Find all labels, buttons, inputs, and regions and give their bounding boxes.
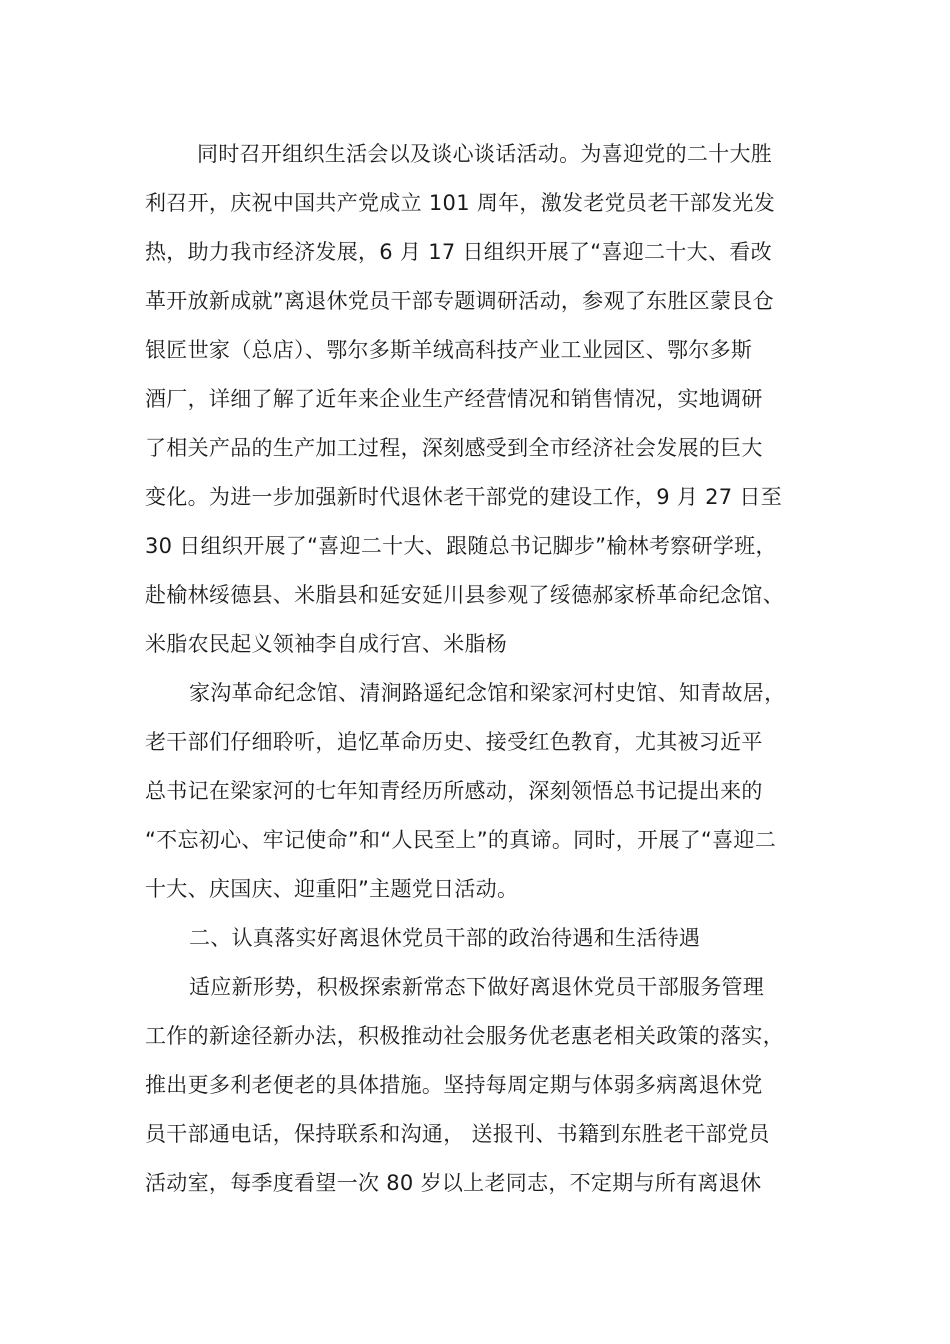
text-line: 适应新形势，积极探索新常态下做好离退休党员干部服务管理 <box>189 975 765 999</box>
section-heading <box>145 914 835 963</box>
text-line: 活动室，每季度看望一次 80 岁以上老同志，不定期与所有离退休 <box>145 1171 762 1195</box>
text-line: 老干部们仔细聆听，追忆革命历史、接受红色教育，尤其被习近平 <box>145 730 763 754</box>
text-line: 变化。为进一步加强新时代退休老干部党的建设工作，9 月 27 日至 <box>145 485 783 509</box>
text-line: 十大、庆国庆、迎重阳”主题党日活动。 <box>145 877 519 901</box>
document-body <box>145 130 835 1208</box>
text-line: 家沟革命纪念馆、清涧路遥纪念馆和梁家河村史馆、知青故居， <box>189 681 786 705</box>
paragraph-4 <box>145 963 835 1208</box>
text-line: 米脂农民起义领袖李自成行宫、米脂杨 <box>145 632 508 656</box>
text-line: 员干部通电话，保持联系和沟通， 送报刊、书籍到东胜老干部党员 <box>145 1122 770 1146</box>
text-line: “不忘初心、牢记使命”和“人民至上”的真谛。同时，开展了“喜迎二 <box>145 828 776 852</box>
heading-text: 二、认真落实好离退休党员干部的政治待遇和生活待遇 <box>189 926 701 950</box>
paragraph-1 <box>145 130 835 669</box>
text-line: 革开放新成就”离退休党员干部专题调研活动，参观了东胜区蒙艮仓 <box>145 289 774 313</box>
text-line: 热，助力我市经济发展，6 月 17 日组织开展了“喜迎二十大、看改 <box>145 240 772 264</box>
text-line: 了相关产品的生产加工过程，深刻感受到全市经济社会发展的巨大 <box>145 436 763 460</box>
text-line: 利召开，庆祝中国共产党成立 101 周年，激发老党员老干部发光发 <box>145 191 776 215</box>
text-line: 酒厂，详细了解了近年来企业生产经营情况和销售情况，实地调研 <box>145 387 763 411</box>
text-line: 推出更多利老便老的具体措施。坚持每周定期与体弱多病离退休党 <box>145 1073 763 1097</box>
text-line: 总书记在梁家河的七年知青经历所感动，深刻领悟总书记提出来的 <box>145 779 763 803</box>
text-line: 工作的新途径新办法，积极推动社会服务优老惠老相关政策的落实， <box>145 1024 784 1048</box>
text-line: 同时召开组织生活会以及谈心谈话活动。为喜迎党的二十大胜 <box>197 142 773 166</box>
paragraph-2 <box>145 669 835 914</box>
text-line: 30 日组织开展了“喜迎二十大、跟随总书记脚步”榆林考察研学班， <box>145 534 777 558</box>
text-line: 赴榆林绥德县、米脂县和延安延川县参观了绥德郝家桥革命纪念馆、 <box>145 583 784 607</box>
text-line: 银匠世家（总店）、鄂尔多斯羊绒高科技产业工业园区、鄂尔多斯 <box>145 338 753 362</box>
